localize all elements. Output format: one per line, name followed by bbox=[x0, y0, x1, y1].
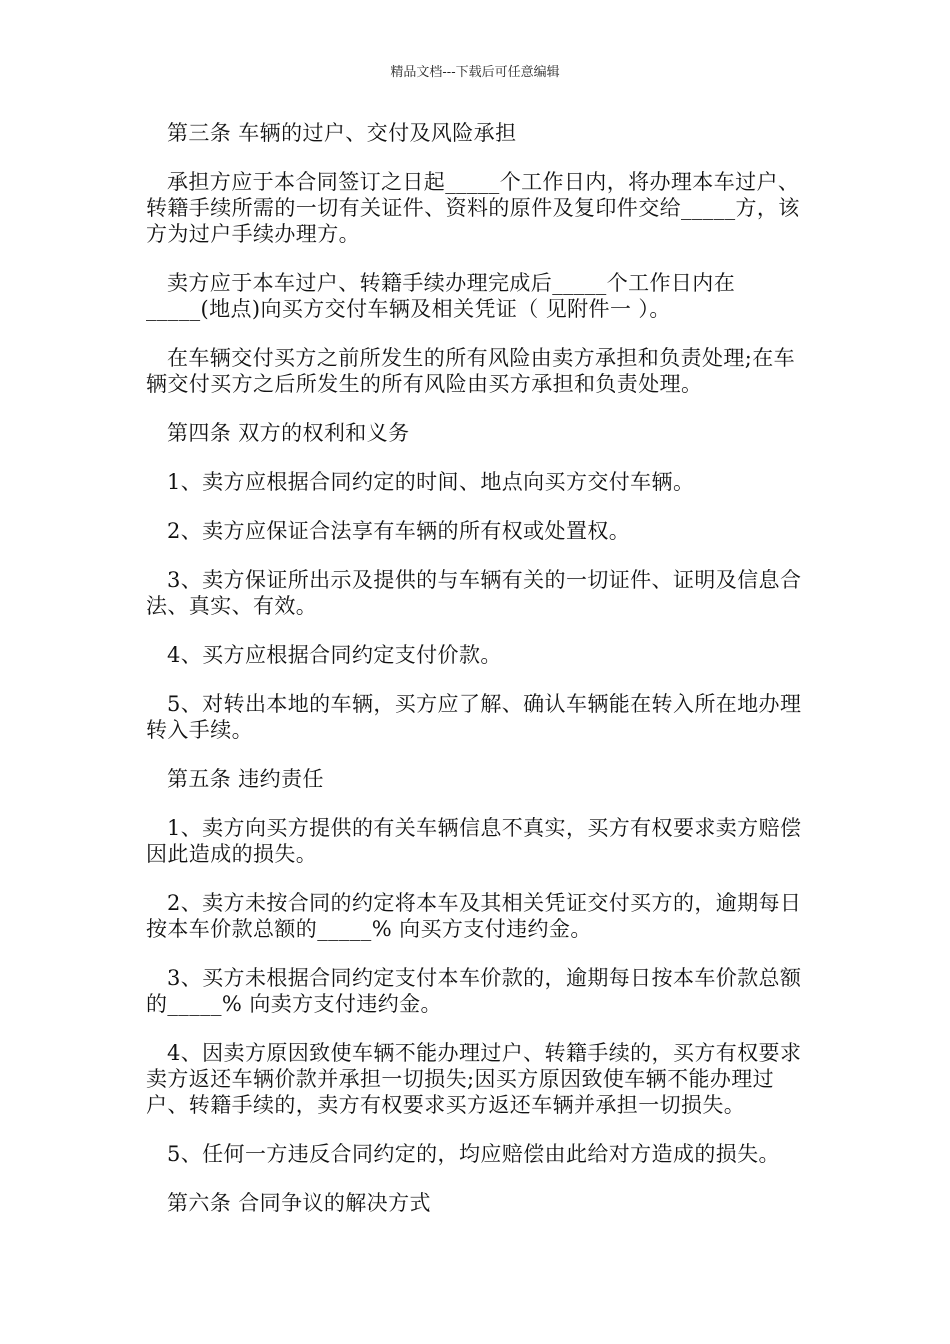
section-heading-article-6: 第六条 合同争议的解决方式 bbox=[167, 1191, 431, 1215]
clause-4-5: 5、对转出本地的车辆，买方应了解、确认车辆能在转入所在地办理转入手续。 bbox=[146, 692, 802, 742]
section-heading-article-5: 第五条 违约责任 bbox=[167, 767, 324, 791]
document-body bbox=[146, 120, 814, 1239]
paragraph-risk-allocation: 在车辆交付买方之前所发生的所有风险由卖方承担和负责处理;在车辆交付买方之后所发生的所有风险由买方承担和负责处理。 bbox=[146, 346, 796, 396]
clause-5-2: 2、卖方未按合同的约定将本车及其相关凭证交付买方的，逾期每日按本车价款总额的_____% 向买方支付违约金。 bbox=[146, 891, 802, 941]
paragraph-vehicle-delivery: 卖方应于本车过户、转籍手续办理完成后_____个工作日内在 _____(地点)向买方交付车辆及相关凭证（ 见附件一 ）。 bbox=[146, 271, 736, 321]
clause-5-4: 4、因卖方原因致使车辆不能办理过户、转籍手续的，买方有权要求卖方返还车辆价款并承担一切损失;因买方原因致使车辆不能办理过户、转籍手续的，卖方有权要求买方返还车辆并承担一切损失。 bbox=[146, 1041, 802, 1117]
section-heading-article-3: 第三条 车辆的过户、交付及风险承担 bbox=[167, 121, 517, 145]
clause-4-3: 3、卖方保证所出示及提供的与车辆有关的一切证件、证明及信息合法、真实、有效。 bbox=[146, 568, 802, 618]
section-heading-article-4: 第四条 双方的权利和义务 bbox=[167, 421, 410, 445]
clause-4-2: 2、卖方应保证合法享有车辆的所有权或处置权。 bbox=[167, 519, 631, 543]
paragraph-transfer-documents: 承担方应于本合同签订之日起_____个工作日内，将办理本车过户、转籍手续所需的一切有关证件、资料的原件及复印件交给_____方，该方为过户手续办理方。 bbox=[146, 170, 800, 246]
page-header: 精品文档---下载后可任意编辑 bbox=[390, 65, 560, 80]
clause-4-1: 1、卖方应根据合同约定的时间、地点向买方交付车辆。 bbox=[167, 470, 695, 494]
clause-4-4: 4、买方应根据合同约定支付价款。 bbox=[167, 643, 502, 667]
clause-5-1: 1、卖方向买方提供的有关车辆信息不真实，买方有权要求卖方赔偿因此造成的损失。 bbox=[146, 816, 802, 866]
clause-5-5: 5、任何一方违反合同约定的，均应赔偿由此给对方造成的损失。 bbox=[167, 1142, 780, 1166]
clause-5-3: 3、买方未根据合同约定支付本车价款的，逾期每日按本车价款总额的_____% 向卖方支付违约金。 bbox=[146, 966, 802, 1016]
